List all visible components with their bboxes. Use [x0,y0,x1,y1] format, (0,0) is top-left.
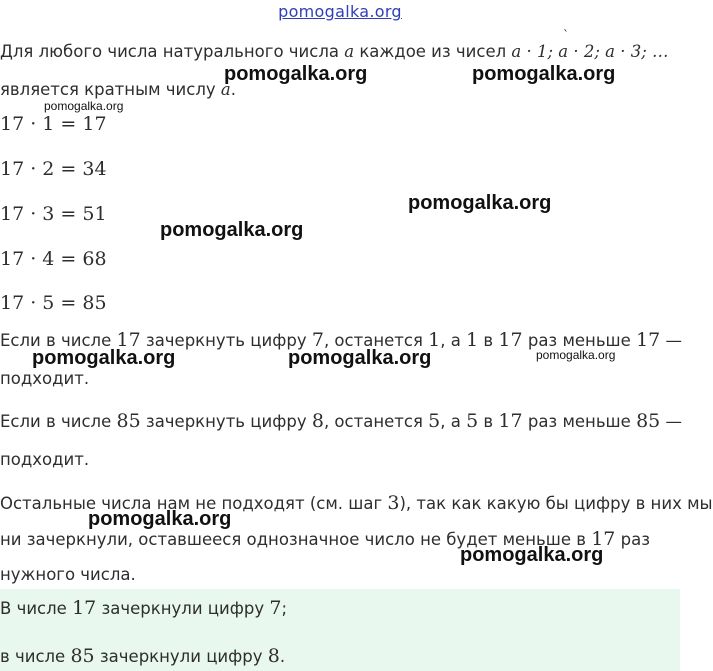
intro-line-2 [0,80,236,99]
number: 85 [70,645,95,667]
text: Если в числе [0,412,112,431]
text: ни зачеркнули, оставшееся однозначное число не будет меньше в [0,530,586,549]
number: 17 [591,528,616,550]
equation: 17 · 4 = 68 [0,248,107,270]
watermark: pomogalka.org [32,347,176,369]
watermark: pomogalka.org [288,347,432,369]
number: 17 [636,329,661,351]
text: . [279,647,286,666]
watermark: pomogalka.org [536,348,616,362]
equation: 17 · 5 = 85 [0,292,107,314]
others-line-3: нужного числа. [0,565,136,584]
stray-mark: ˋ [563,28,569,42]
text: зачеркнули цифру [99,647,263,666]
text: зачеркнули цифру [101,599,265,618]
text: , останется [323,412,423,431]
answer-line-1 [0,597,287,619]
number: 1 [428,329,441,351]
text: ; [281,599,287,618]
number: 7 [311,329,324,351]
number: 17 [498,329,523,351]
answer-box [0,589,680,671]
watermark: pomogalka.org [472,63,616,85]
text: ), так как какую бы цифру в них мы [399,494,713,513]
answer-line-2 [0,645,285,667]
number: 3 [387,492,400,514]
text: В числе [0,599,67,618]
number: 8 [311,410,324,432]
text: раз меньше [527,412,631,431]
equation: 17 · 2 = 34 [0,158,107,180]
text: Остальные числа нам не подходят (см. шаг [0,494,383,513]
text: , останется [323,331,423,350]
number: 7 [269,597,282,619]
text: в числе [0,647,66,666]
watermark: pomogalka.org [460,544,604,566]
text: зачеркнуть цифру [145,412,307,431]
text: , а [440,331,461,350]
number: 17 [72,597,97,619]
number: 5 [428,410,441,432]
case-85-line-1 [0,410,682,432]
period: . [230,80,236,99]
text: раз [620,530,650,549]
intro-line-1 [0,42,669,61]
text: Если в числе [0,331,112,350]
watermark-top-link[interactable]: pomogalka.org [278,2,402,21]
text: , а [440,412,461,431]
var-a: a [344,42,355,61]
watermark: pomogalka.org [44,99,124,113]
number: 85 [636,410,661,432]
intro-text: каждое из чисел [359,42,507,61]
dash: — [665,331,682,350]
dash: — [665,412,682,431]
var-a: a [220,80,231,99]
watermark: pomogalka.org [160,219,304,241]
equation: 17 · 1 = 17 [0,113,107,135]
number: 17 [498,410,523,432]
multiples-list: a · 1; a · 2; a · 3; … [511,42,669,61]
text: в [483,412,494,431]
text: зачеркнуть цифру [145,331,307,350]
number: 5 [466,410,479,432]
watermark: pomogalka.org [408,192,552,214]
case-85-line-2: подходит. [0,450,90,469]
intro-text: является кратным числу [0,80,216,99]
intro-text: Для любого числа натурального числа [0,42,339,61]
text: раз меньше [527,331,631,350]
watermark: pomogalka.org [88,508,232,530]
equation: 17 · 3 = 51 [0,203,107,225]
text: в [483,331,494,350]
case-17-line-2: подходит. [0,369,90,388]
watermark: pomogalka.org [224,63,368,85]
number: 8 [267,645,280,667]
number: 1 [466,329,479,351]
number: 17 [116,329,141,351]
number: 85 [116,410,141,432]
